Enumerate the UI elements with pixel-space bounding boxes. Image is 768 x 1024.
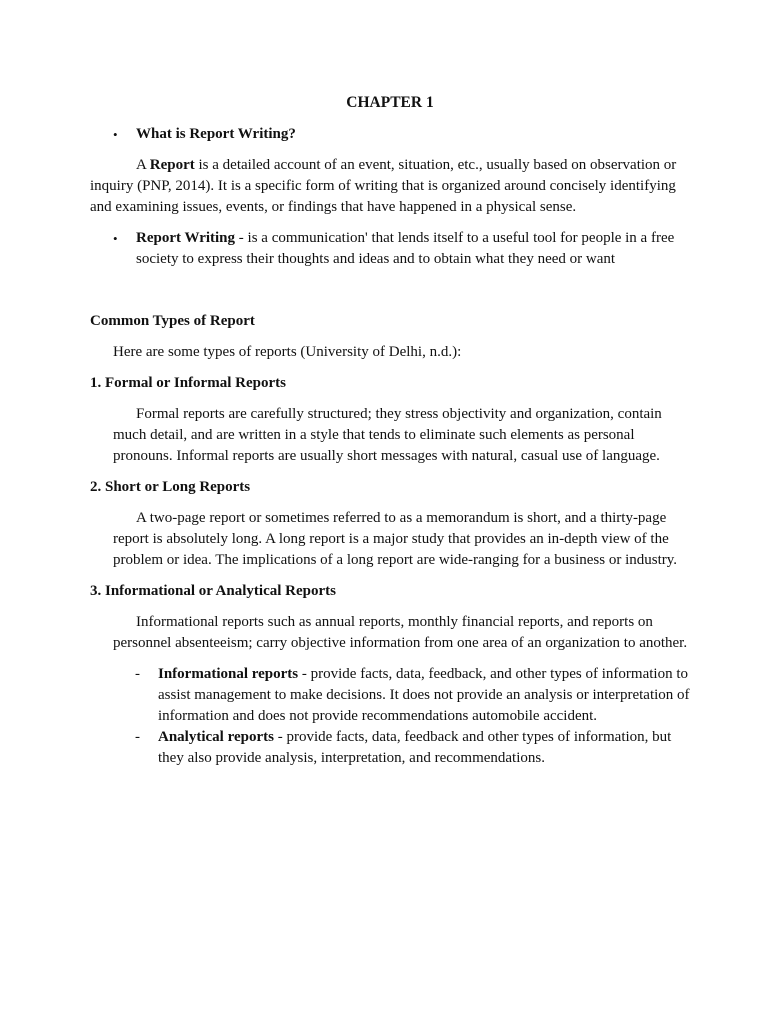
document-page — [90, 92, 690, 769]
common-types-heading: Common Types of Report — [90, 313, 255, 329]
report-writing-text: - is a communication' that lends itself to a useful tool for people in a free society to express their thoughts and ideas and to obtain what they need or want — [136, 230, 675, 267]
informational-reports-term: Informational reports — [158, 666, 299, 682]
question-what-is-report-writing — [90, 124, 690, 145]
bullet-icon: • — [113, 127, 118, 142]
list-item-informational-reports — [90, 664, 690, 727]
report-definition-paragraph: A Report is a detailed account of an event, situation, etc., usually based on observation or inquiry (PNP, 2014). It is a specific form of writing that is organized around concisely identifying and examining issues, events, or findings that have happened in a physical sense. — [90, 157, 677, 215]
report-writing-term: Report Writing — [136, 230, 236, 246]
section-heading-formal-informal: 1. Formal or Informal Reports — [90, 375, 286, 391]
analytical-reports-term: Analytical reports — [158, 729, 274, 745]
bullet-icon: • — [113, 231, 118, 246]
informational-reports-text: - provide facts, data, feedback, and other types of information to assist management to make decisions. It does not provide an analysis or interpretation of information and does not provide recommendations automobile accident. — [158, 666, 690, 724]
report-definition-text: is a detailed account of an event, situation, etc., usually based on observation or inquiry (PNP, 2014). It is a specific form of writing that is organized around concisely identifying and examining issues, events, or findings that have happened in a physical sense. — [90, 157, 677, 215]
types-intro: Here are some types of reports (University of Delhi, n.d.): — [113, 344, 462, 360]
dash-marker: - — [135, 729, 140, 745]
analytical-reports-text: - provide facts, data, feedback and other types of information, but they also provide analysis, interpretation, and recommendations. — [158, 729, 672, 766]
list-item-analytical-reports — [90, 727, 690, 769]
report-term: Report — [149, 157, 195, 173]
section-body-informational-analytical: Informational reports such as annual reports, monthly financial reports, and reports on personnel absenteeism; carry objective information from one area of an organization to another. — [113, 614, 688, 651]
question-label: What is Report Writing? — [136, 126, 296, 142]
section-heading-short-long: 2. Short or Long Reports — [90, 479, 251, 495]
section-body-short-long: A two-page report or sometimes referred to as a memorandum is short, and a thirty-page report is absolutely long. A long report is a major study that provides an in-depth view of the problem or idea. The implications of a long report are wide-ranging for a business or industry. — [113, 510, 678, 568]
dash-marker: - — [135, 666, 140, 682]
report-writing-definition — [90, 228, 690, 270]
section-body-formal-informal: Formal reports are carefully structured; they stress objectivity and organization, contain much detail, and are written in a style that tends to eliminate such elements as personal pronouns. Informal reports are usually short messages with natural, casual use of language. — [113, 406, 662, 464]
chapter-title: CHAPTER 1 — [346, 94, 434, 111]
section-heading-informational-analytical: 3. Informational or Analytical Reports — [90, 583, 336, 599]
